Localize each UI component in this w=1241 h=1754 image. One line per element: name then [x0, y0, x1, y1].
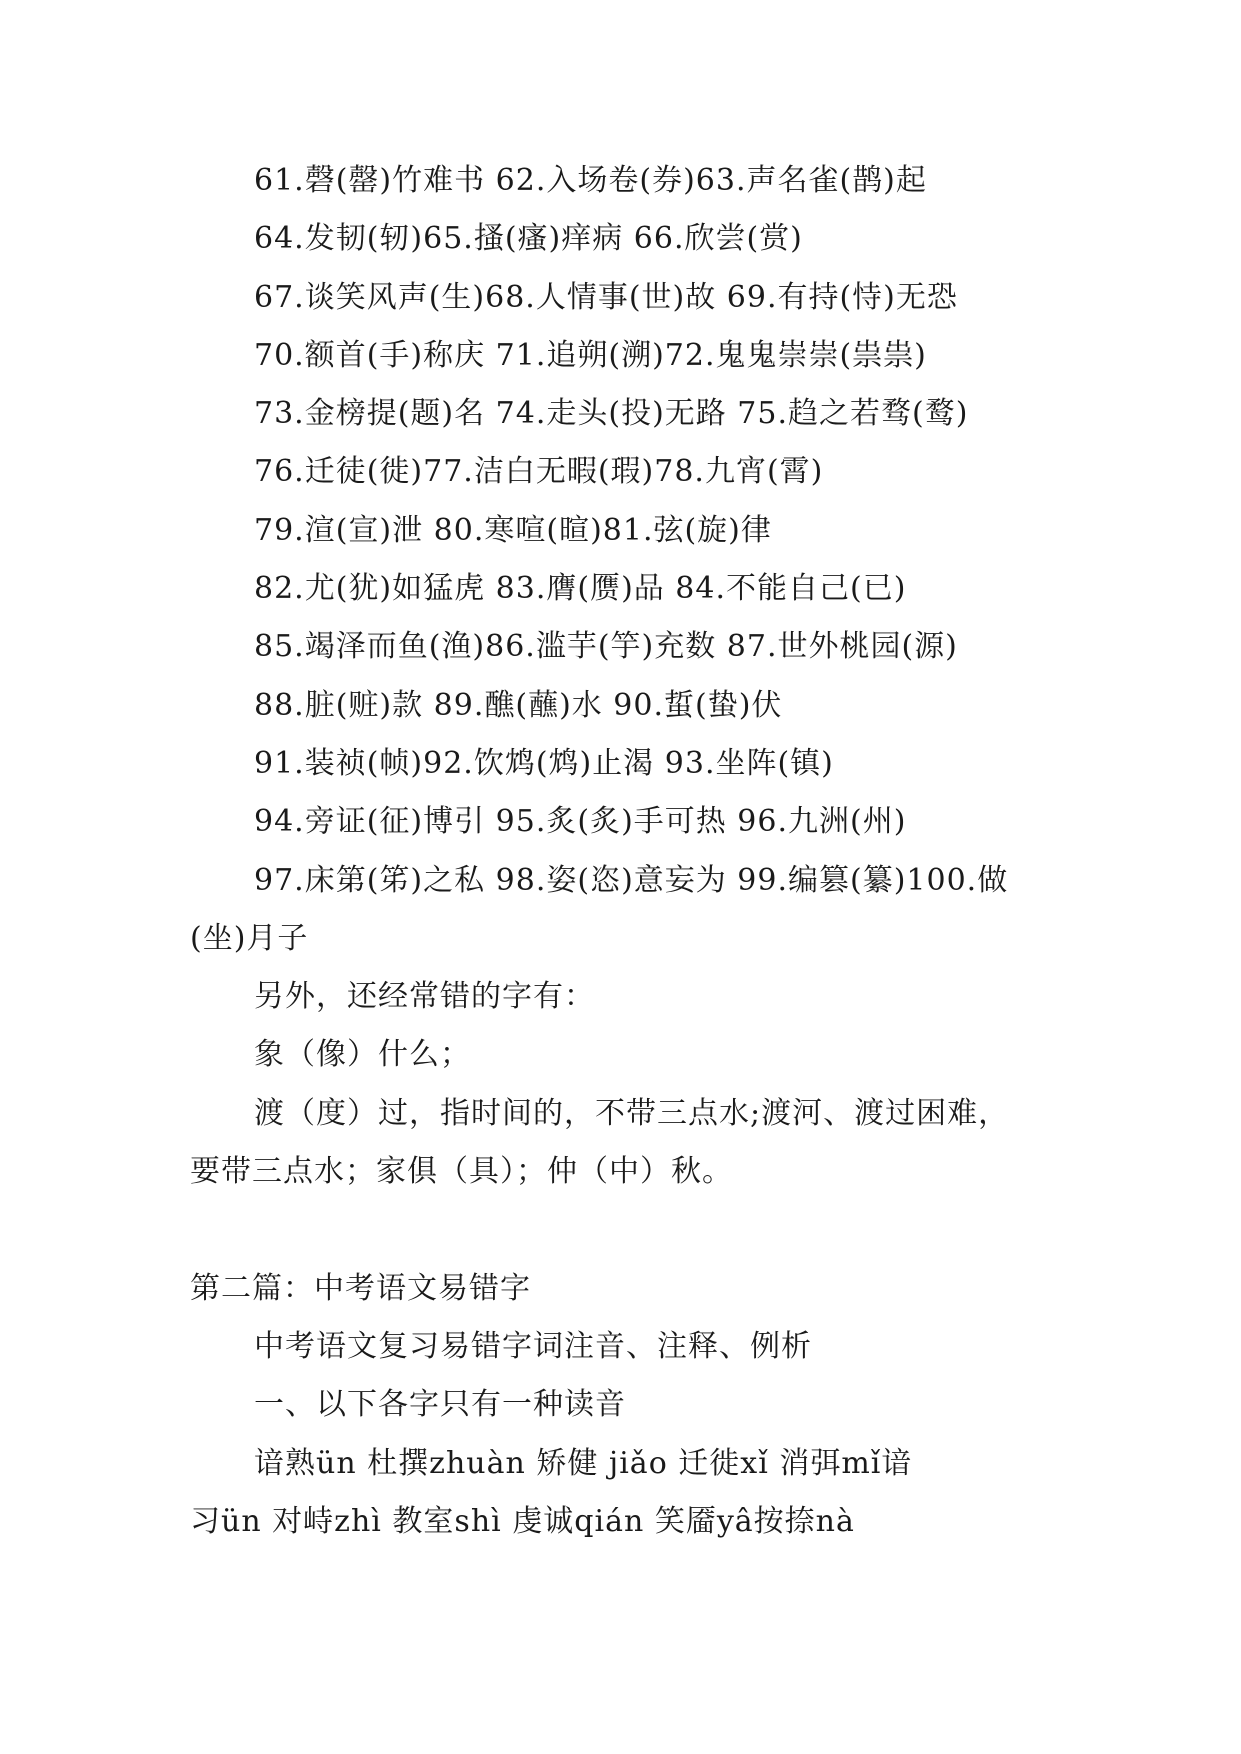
text-line: 61.磬(罄)竹难书 62.入场卷(券)63.声名雀(鹊)起 — [254, 163, 927, 198]
text-line: 象（像）什么； — [254, 1037, 471, 1073]
subheading-line: 一、以下各字只有一种读音 — [254, 1387, 626, 1423]
text-line-continuation: 习ün 对峙zhì 教室shì 虔诚qián 笑靥yâ按捺nà — [190, 1503, 855, 1539]
text-line-continuation: (坐)月子 — [190, 920, 309, 956]
text-line: 70.额首(手)称庆 71.追朔(溯)72.鬼鬼崇崇(祟祟) — [254, 337, 927, 373]
blank-line — [190, 1201, 1050, 1259]
text-line-continuation: 要带三点水；家俱（具）；仲（中）秋。 — [190, 1154, 733, 1190]
text-line: 94.旁证(征)博引 95.炙(炙)手可热 96.九洲(州) — [254, 804, 907, 840]
text-line: 渡（度）过，指时间的，不带三点水;渡河、渡过困难， — [254, 1095, 1010, 1131]
text-line: 97.床第(笫)之私 98.姿(恣)意妄为 99.编篡(纂)100.做 — [254, 862, 1009, 898]
text-line: 另外，还经常错的字有： — [254, 979, 595, 1015]
section-heading: 第二篇：中考语文易错字 — [190, 1270, 531, 1306]
document-body — [190, 152, 1050, 1551]
text-line: 82.尤(犹)如猛虎 83.膺(赝)品 84.不能自己(已) — [254, 571, 907, 607]
text-line: 73.金榜提(题)名 74.走头(投)无路 75.趋之若骛(鹜) — [254, 396, 969, 432]
text-line: 67.谈笑风声(生)68.人情事(世)故 69.有持(恃)无恐 — [254, 279, 958, 315]
subtitle-line: 中考语文复习易错字词注音、注释、例析 — [254, 1328, 812, 1364]
text-line: 64.发韧(轫)65.搔(瘙)痒病 66.欣尝(赏) — [254, 221, 803, 257]
text-line: 谙熟ün 杜撰zhuàn 矫健 jiǎo 迁徙xǐ 消弭mǐ谙 — [254, 1445, 913, 1481]
text-line: 91.装祯(帧)92.饮鸩(鸩)止渴 93.坐阵(镇) — [254, 745, 834, 781]
text-line: 88.脏(赃)款 89.醮(蘸)水 90.蜇(蛰)伏 — [254, 687, 783, 723]
text-line: 85.竭泽而鱼(渔)86.滥芋(竽)充数 87.世外桃园(源) — [254, 629, 958, 665]
text-line: 76.迁徒(徙)77.洁白无暇(瑕)78.九宵(霄) — [254, 454, 824, 490]
text-line: 79.渲(宣)泄 80.寒喧(暄)81.弦(旋)律 — [254, 512, 772, 548]
